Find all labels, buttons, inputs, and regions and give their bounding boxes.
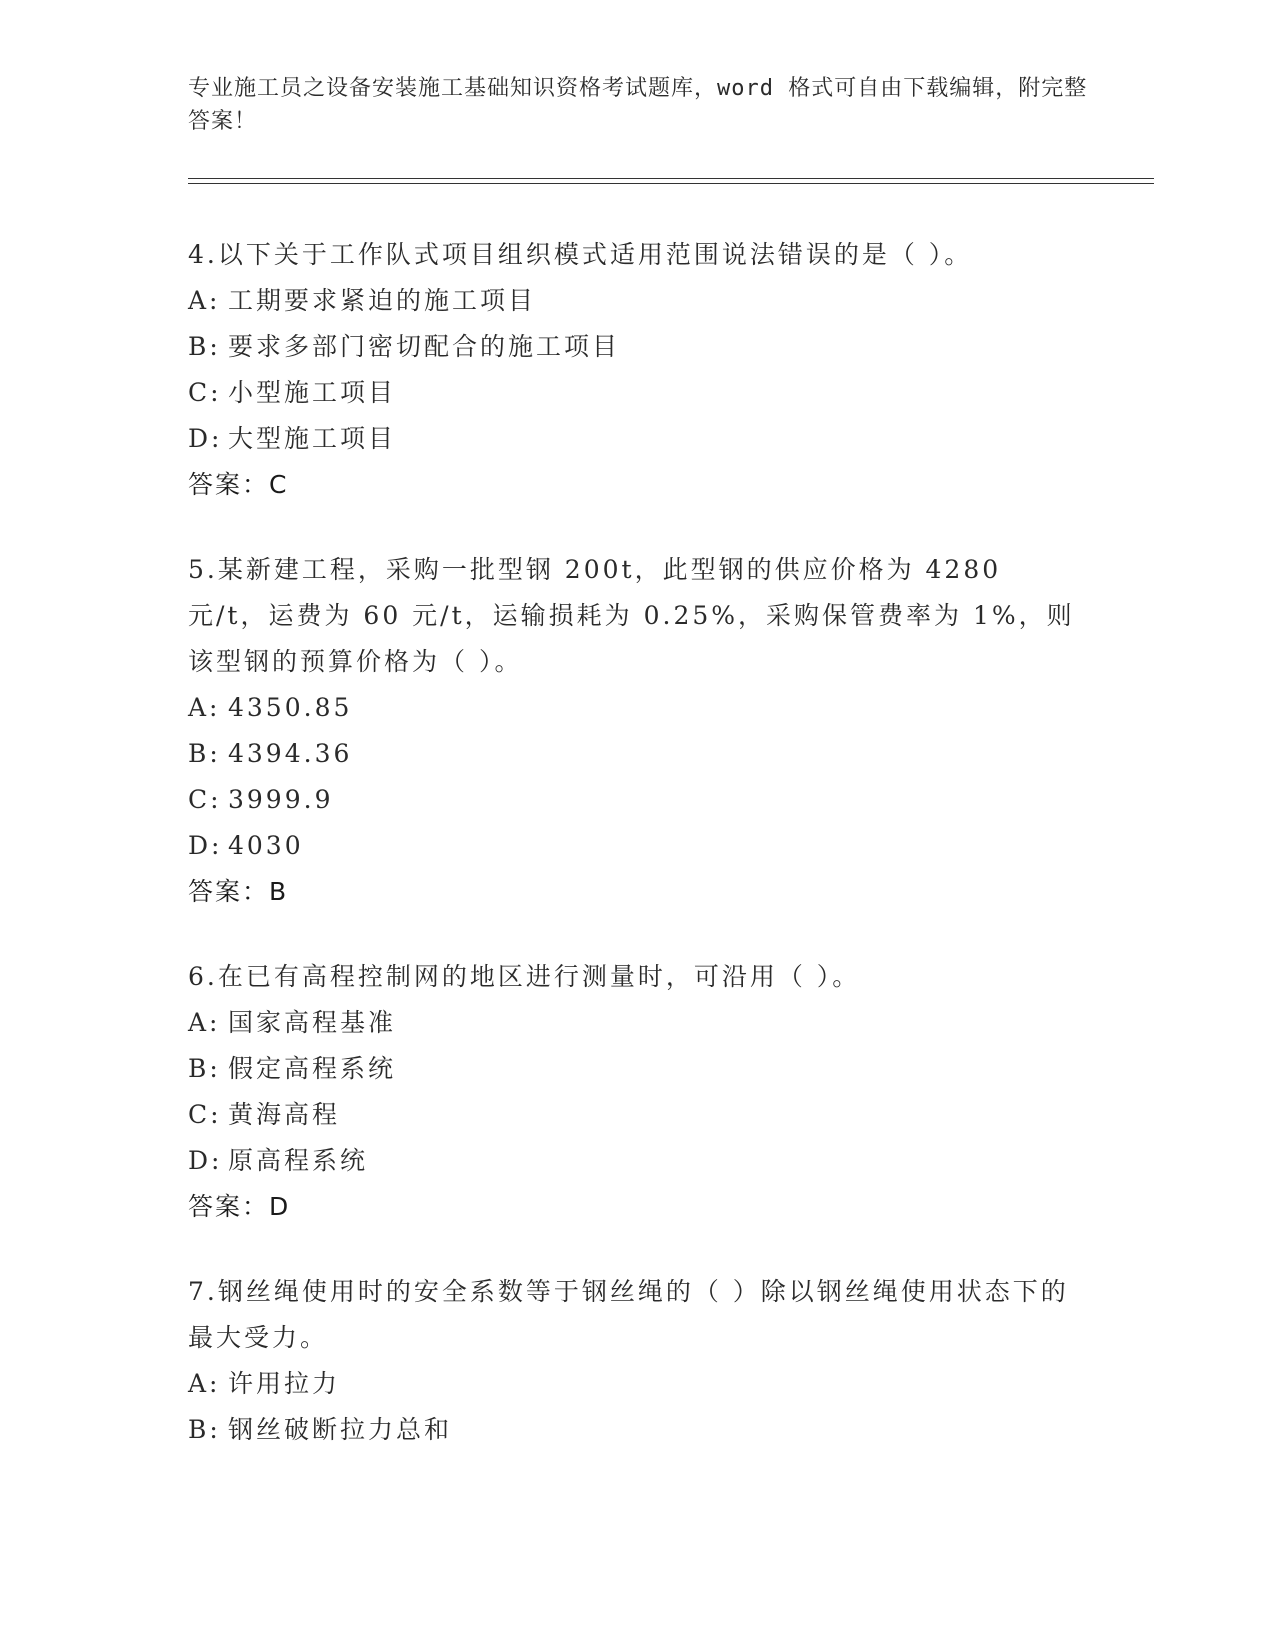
option-c: [188, 1092, 1088, 1138]
option-letter: A:: [188, 693, 221, 722]
question-stem: 4.以下关于工作队式项目组织模式适用范围说法错误的是（ ）。: [188, 240, 973, 269]
option-text: 原高程系统: [228, 1146, 369, 1175]
option-letter: A:: [188, 1369, 221, 1398]
option-letter: D:: [188, 424, 223, 453]
option-letter: A:: [188, 286, 221, 315]
question-stem: 7.钢丝绳使用时的安全系数等于钢丝绳的（ ）除以钢丝绳使用状态下的最大受力。: [188, 1277, 1069, 1352]
option-b: [188, 1046, 1088, 1092]
option-a: [188, 1000, 1088, 1046]
option-b: [188, 324, 1088, 370]
option-letter: C:: [188, 785, 222, 814]
question-item: [188, 232, 1088, 508]
option-letter: B:: [188, 332, 221, 361]
option-c: [188, 370, 1088, 416]
option-a: [188, 685, 1088, 731]
option-text: 钢丝破断拉力总和: [228, 1415, 453, 1444]
option-b: [188, 1407, 1088, 1453]
option-c: [188, 777, 1088, 823]
option-letter: D:: [188, 831, 223, 860]
option-letter: C:: [188, 378, 222, 407]
option-letter: C:: [188, 1100, 222, 1129]
option-a: [188, 1361, 1088, 1407]
option-a: [188, 278, 1088, 324]
option-d: [188, 416, 1088, 462]
option-letter: A:: [188, 1008, 221, 1037]
option-text: 大型施工项目: [228, 424, 397, 453]
option-text: 工期要求紧迫的施工项目: [228, 286, 537, 315]
option-text: 假定高程系统: [228, 1054, 397, 1083]
option-b: [188, 731, 1088, 777]
answer-line: 答案：B: [188, 877, 289, 906]
option-text: 4030: [228, 831, 304, 860]
option-text: 黄海高程: [228, 1100, 341, 1129]
question-item: [188, 1269, 1088, 1453]
answer-line: 答案：D: [188, 1192, 291, 1221]
option-letter: D:: [188, 1146, 223, 1175]
option-text: 小型施工项目: [228, 378, 397, 407]
document-header: 专业施工员之设备安装施工基础知识资格考试题库，word 格式可自由下载编辑，附完整答案！: [188, 76, 1088, 134]
answer-line: 答案：C: [188, 470, 289, 499]
option-text: 4350.85: [228, 693, 353, 722]
option-letter: B:: [188, 1415, 221, 1444]
question-list: [188, 232, 1088, 1492]
option-text: 许用拉力: [228, 1369, 341, 1398]
question-item: [188, 547, 1088, 915]
question-stem: 6.在已有高程控制网的地区进行测量时，可沿用（ ）。: [188, 962, 861, 991]
question-stem: 5.某新建工程，采购一批型钢 200t，此型钢的供应价格为 4280 元/t，运费为 60 元/t，运输损耗为 0.25%，采购保管费率为 1%，则该型钢的预算价格为（ ）。: [188, 555, 1075, 676]
option-letter: B:: [188, 739, 221, 768]
header-divider-top: [188, 178, 1154, 179]
question-item: [188, 954, 1088, 1230]
option-text: 国家高程基准: [228, 1008, 397, 1037]
option-text: 要求多部门密切配合的施工项目: [228, 332, 621, 361]
option-d: [188, 823, 1088, 869]
option-text: 3999.9: [228, 785, 334, 814]
header-divider-bottom: [188, 183, 1154, 184]
option-d: [188, 1138, 1088, 1184]
option-text: 4394.36: [228, 739, 353, 768]
option-letter: B:: [188, 1054, 221, 1083]
